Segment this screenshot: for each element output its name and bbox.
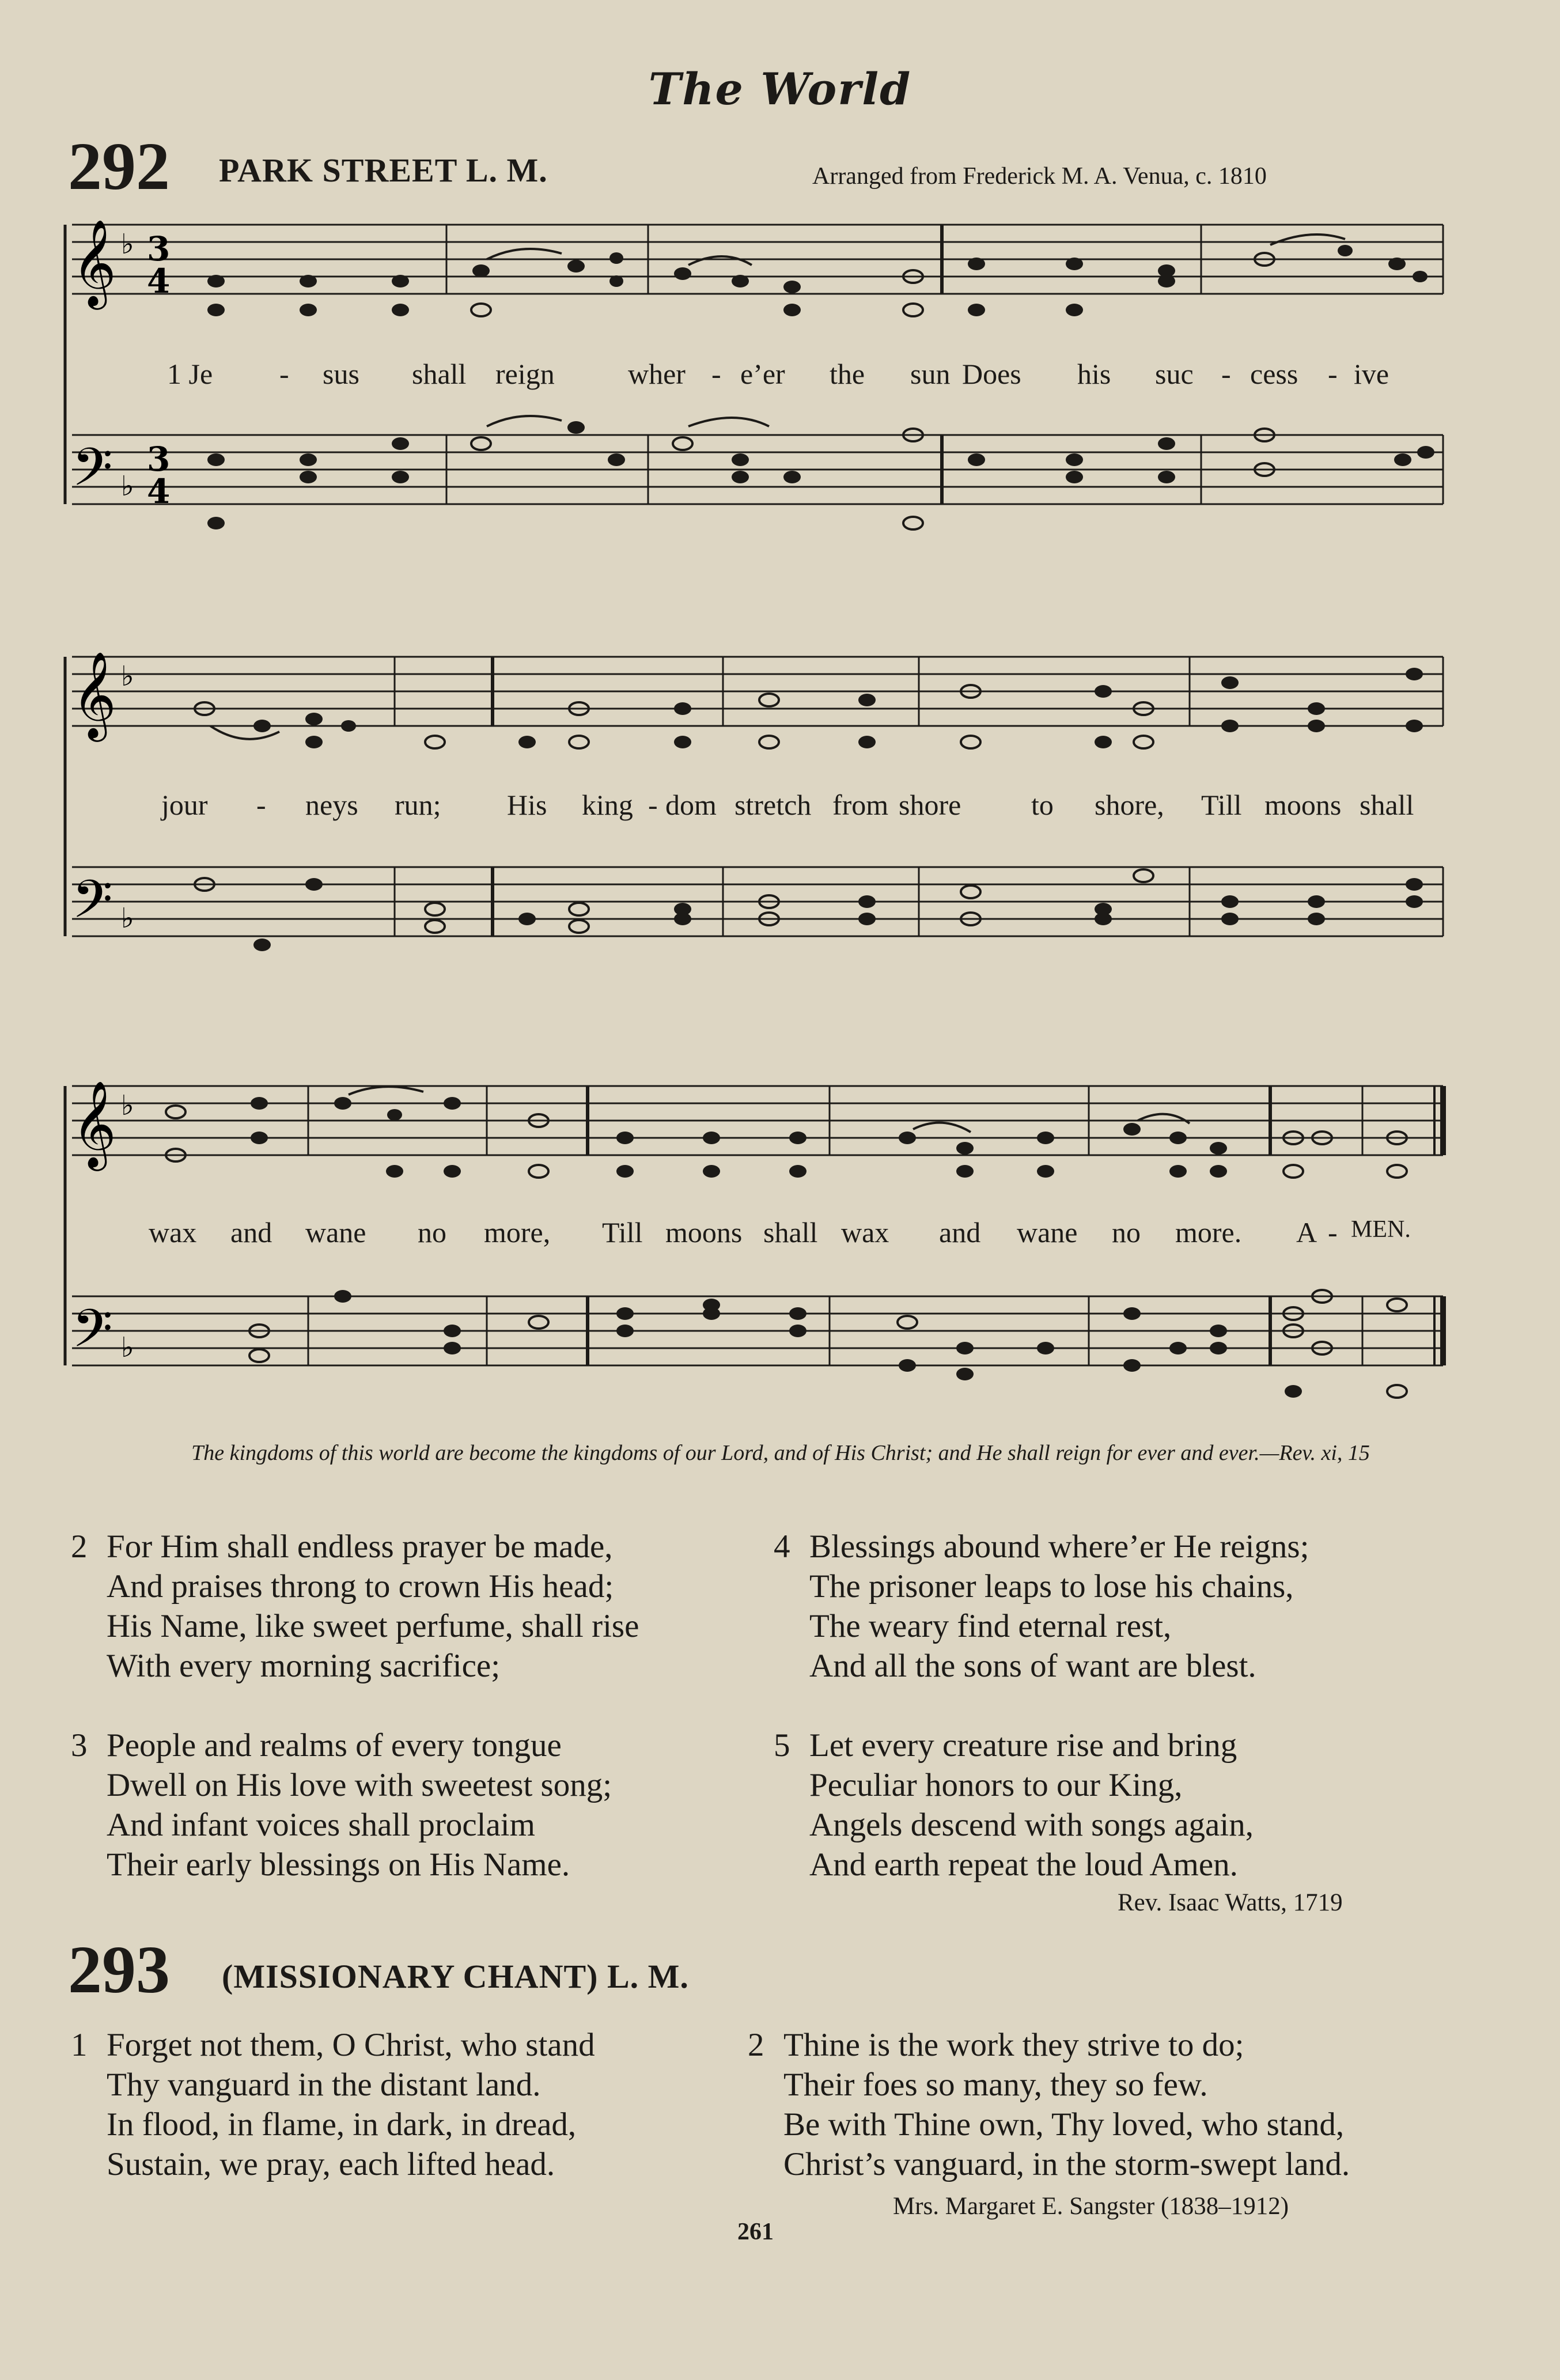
lyric: no bbox=[418, 1216, 446, 1248]
lyric: more, bbox=[484, 1216, 551, 1248]
verse-5 bbox=[774, 1726, 1449, 1885]
lyric: A bbox=[1296, 1216, 1317, 1248]
lyric: and bbox=[230, 1216, 272, 1248]
lyric: his bbox=[1077, 358, 1111, 390]
verse-line: In flood, in flame, in dark, in dread, bbox=[107, 2106, 577, 2143]
lyric: the bbox=[830, 358, 865, 390]
verse-line: Thine is the work they strive to do; bbox=[783, 2027, 1244, 2063]
time-sig-top: 3 bbox=[147, 229, 171, 268]
bass-clef-icon: 𝄢 bbox=[72, 437, 113, 510]
lyrics-system-2 bbox=[63, 788, 1446, 828]
lyric: - bbox=[648, 789, 658, 821]
lyric: neys bbox=[305, 789, 358, 821]
lyric: shore bbox=[899, 789, 961, 821]
verse-line: Sustain, we pray, each lifted head. bbox=[107, 2146, 555, 2182]
lyric: moons bbox=[1264, 789, 1342, 821]
treble-clef-icon: 𝄞 bbox=[72, 219, 116, 306]
lyric: no bbox=[1112, 1216, 1141, 1248]
lyric: shall bbox=[412, 358, 467, 390]
lyric: king bbox=[582, 789, 633, 821]
verse-number: 5 bbox=[774, 1727, 790, 1764]
verse-line: With every morning sacrifice; bbox=[107, 1648, 501, 1684]
lyric: - bbox=[1328, 358, 1338, 390]
notes-bass-1 bbox=[207, 421, 1434, 529]
lyric: Does bbox=[962, 358, 1021, 390]
verse-line: And earth repeat the loud Amen. bbox=[809, 1847, 1238, 1883]
lyrics-system-3 bbox=[63, 1216, 1446, 1256]
lyric: His bbox=[507, 789, 547, 821]
verse-line: Angels descend with songs again, bbox=[809, 1807, 1254, 1843]
lyric: sun bbox=[910, 358, 951, 390]
verse-line: Blessings abound where’er He reigns; bbox=[809, 1528, 1309, 1565]
verse-line: Be with Thine own, Thy loved, who stand, bbox=[783, 2106, 1345, 2143]
bass-clef-icon-3: 𝄢 bbox=[72, 1298, 113, 1372]
lyric: wane bbox=[305, 1216, 366, 1248]
bass-clef-icon-2: 𝄢 bbox=[72, 869, 113, 943]
scripture-quote: The kingdoms of this world are become the kingdoms of our Lord, and of His Christ; and He shall reign for ever and ever.—Rev. xi, 15 bbox=[191, 1441, 1370, 1465]
section-title: The World bbox=[648, 63, 912, 115]
verse-293-2 bbox=[748, 2025, 1446, 2184]
key-flat-icon: ♭ bbox=[121, 228, 134, 260]
arranger-credit: Arranged from Frederick M. A. Venua, c. 1810 bbox=[812, 163, 1267, 190]
verse-line: His Name, like sweet perfume, shall rise bbox=[107, 1608, 639, 1644]
verse-line: Thy vanguard in the distant land. bbox=[107, 2067, 541, 2103]
treble-clef-icon-2: 𝄞 bbox=[72, 651, 116, 738]
verse-line: Their foes so many, they so few. bbox=[783, 2067, 1208, 2103]
author-credit-293: Mrs. Margaret E. Sangster (1838–1912) bbox=[893, 2193, 1289, 2220]
verse-line: Christ’s vanguard, in the storm-swept land. bbox=[783, 2146, 1350, 2182]
verse-line: Dwell on His love with sweetest song; bbox=[107, 1767, 612, 1803]
lyric: 1 Je bbox=[167, 358, 213, 390]
lyric: run; bbox=[395, 789, 441, 821]
verse-line: And praises throng to crown His head; bbox=[107, 1568, 614, 1605]
verse-2 bbox=[71, 1527, 758, 1686]
key-flat-icon-bass: ♭ bbox=[121, 470, 134, 502]
tune-name-park-street: PARK STREET L. M. bbox=[219, 152, 548, 189]
verse-line: People and realms of every tongue bbox=[107, 1727, 562, 1764]
lyric: sus bbox=[323, 358, 359, 390]
hymn-number-293: 293 bbox=[68, 1932, 170, 2007]
verse-line: Forget not them, O Christ, who stand bbox=[107, 2027, 595, 2063]
lyric: reign bbox=[495, 358, 555, 390]
verse-line: Their early blessings on His Name. bbox=[107, 1847, 570, 1883]
lyric: Till bbox=[1201, 789, 1242, 821]
key-flat-icon-3: ♭ bbox=[121, 1089, 134, 1122]
verse-line: And all the sons of want are blest. bbox=[809, 1648, 1256, 1684]
lyric: wher bbox=[628, 358, 686, 390]
lyric: wane bbox=[1017, 1216, 1078, 1248]
lyric: suc bbox=[1155, 358, 1194, 390]
lyric: e’er bbox=[740, 358, 785, 390]
verse-number: 1 bbox=[71, 2027, 88, 2063]
tune-name-missionary-chant: (MISSIONARY CHANT) L. M. bbox=[222, 1958, 689, 1995]
author-credit-292: Rev. Isaac Watts, 1719 bbox=[1118, 1889, 1343, 1916]
verse-line: For Him shall endless prayer be made, bbox=[107, 1528, 613, 1565]
key-flat-icon-bass-2: ♭ bbox=[121, 902, 134, 934]
verse-number: 3 bbox=[71, 1727, 88, 1764]
key-flat-icon-bass-3: ♭ bbox=[121, 1331, 134, 1364]
lyric: shore, bbox=[1095, 789, 1164, 821]
lyrics-system-1 bbox=[63, 357, 1446, 398]
lyric: - bbox=[256, 789, 266, 821]
verse-number: 4 bbox=[774, 1528, 790, 1565]
verse-number: 2 bbox=[71, 1528, 88, 1565]
verse-line: Let every creature rise and bring bbox=[809, 1727, 1237, 1764]
lyric: more. bbox=[1175, 1216, 1242, 1248]
lyric: shall bbox=[763, 1216, 818, 1248]
lyric: dom bbox=[665, 789, 717, 821]
lyric: ive bbox=[1354, 358, 1389, 390]
verse-line: Peculiar honors to our King, bbox=[809, 1767, 1183, 1803]
notes-treble-1 bbox=[207, 245, 1428, 316]
notes-bass-3 bbox=[334, 1290, 1302, 1398]
lyric: wax bbox=[149, 1216, 197, 1248]
verse-line: And infant voices shall proclaim bbox=[107, 1807, 535, 1843]
lyric: - bbox=[711, 358, 721, 390]
lyric: Till bbox=[602, 1216, 643, 1248]
verse-line: The prisoner leaps to lose his chains, bbox=[809, 1568, 1294, 1605]
lyric: moons bbox=[665, 1216, 743, 1248]
lyric: jour bbox=[161, 789, 208, 821]
lyric: - bbox=[1328, 1216, 1338, 1248]
lyric: to bbox=[1031, 789, 1054, 821]
lyric: wax bbox=[841, 1216, 889, 1248]
verse-4 bbox=[774, 1527, 1449, 1686]
hymn-number-292: 292 bbox=[68, 128, 170, 204]
time-sig-top-bass: 3 bbox=[147, 440, 171, 479]
time-sig-bottom-bass: 4 bbox=[147, 472, 171, 511]
key-flat-icon-2: ♭ bbox=[121, 660, 134, 693]
lyric: - bbox=[1221, 358, 1231, 390]
verse-number: 2 bbox=[748, 2027, 764, 2063]
lyric: from bbox=[832, 789, 889, 821]
verse-293-1 bbox=[71, 2025, 763, 2184]
lyric: cess bbox=[1250, 358, 1298, 390]
lyric: MEN. bbox=[1351, 1216, 1411, 1243]
verse-3 bbox=[71, 1726, 758, 1885]
lyric: shall bbox=[1360, 789, 1414, 821]
verse-line: The weary find eternal rest, bbox=[809, 1608, 1172, 1644]
lyric: and bbox=[939, 1216, 981, 1248]
page-number: 261 bbox=[737, 2219, 774, 2245]
treble-clef-icon-3: 𝄞 bbox=[72, 1080, 116, 1167]
time-sig-bottom: 4 bbox=[147, 262, 171, 301]
lyric: stretch bbox=[734, 789, 812, 821]
lyric: - bbox=[279, 358, 289, 390]
